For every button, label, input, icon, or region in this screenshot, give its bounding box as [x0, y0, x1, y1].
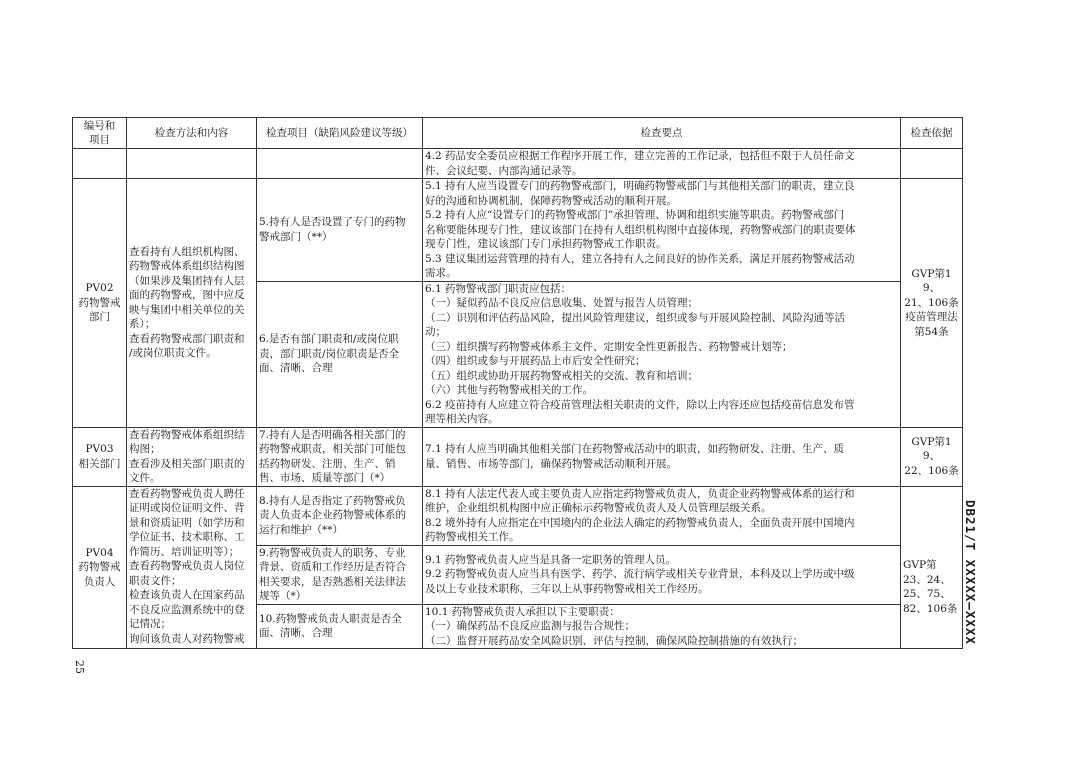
item-cell-7: 7.持有人是否明确各相关部门的 药物警戒职责，相关部门可能包 括药物研发、注册、生产、销 售、市场、质量等部门（*） [257, 427, 423, 486]
points-cell-10: 10.1 药物警戒负责人承担以下主要职责： （一）确保药品不良反应监测与报告合规性； （二）监督开展药品安全风险识别、评估与控制，确保风险控制措施的有效执行； [423, 604, 901, 649]
header-code: 编号和 项目 [73, 118, 127, 149]
basis-cell-pv02: GVP第19、 21、106条 疫苗管理法 第54条 [901, 179, 963, 428]
item-cell-5: 5.持有人是否设置了专门的药物 警戒部门（**） [257, 179, 423, 282]
header-basis: 检查依据 [901, 118, 963, 149]
points-cell: 4.2 药品安全委员应根据工作程序开展工作，建立完善的工作记录，包括但不限于人员任命文 件、会议纪要、内部沟通记录等。 [423, 149, 901, 179]
table-row [73, 149, 963, 179]
table-header-row [73, 118, 963, 149]
method-cell-pv03: 查看药物警戒体系组织结 构图； 查看涉及相关部门职责的 文件。 [127, 427, 257, 486]
item-cell-9: 9.药物警戒负责人的职务、专业 背景、资质和工作经历是否符合 相关要求，是否熟悉相关法律法 规等（*） [257, 545, 423, 604]
code-cell-pv03: PV03 相关部门 [73, 427, 127, 486]
page-number: 25 [73, 660, 86, 674]
header-points: 检查要点 [423, 118, 901, 149]
points-cell-8: 8.1 持有人法定代表人或主要负责人应指定药物警戒负责人，负责企业药物警戒体系的运行和 维护，企业组织机构图中应正确标示药物警戒负责人及人员管理层级关系。 8.2 境外持有人应指定在中国境内的企业法人确定的药物警戒负责人，全面负责开展中国境内 药物警戒相关工作。 [423, 486, 901, 545]
code-cell-pv02: PV02 药物警戒 部门 [73, 179, 127, 428]
points-cell-9: 9.1 药物警戒负责人应当是具备一定职务的管理人员。 9.2 药物警戒负责人应当具有医学、药学、流行病学或相关专业背景，本科及以上学历或中级 及以上专业技术职称，三年以上从事药物警戒相关工作经历。 [423, 545, 901, 604]
item-cell-10: 10.药物警戒负责人职责是否全 面、清晰、合理 [257, 604, 423, 649]
header-item: 检查项目（缺陷风险建议等级） [257, 118, 423, 149]
table-row-pv02-a [73, 179, 963, 282]
basis-cell-pv04: GVP第 23、24、 25、75、 82、106条 [901, 486, 963, 649]
item-cell-6: 6.是否有部门职责和/或岗位职 责，部门职责/岗位职责是否全 面、清晰、合理 [257, 281, 423, 427]
method-cell-pv02: 查看持有人组织机构图、 药物警戒体系组织结构图 （如果涉及集团持有人层 面的药物警戒，图中应反 映与集团中相关单位的关 系）； 查看药物警戒部门职责和 /或岗位职责文件。 [127, 179, 257, 428]
points-cell-7: 7.1 持有人应当明确其他相关部门在药物警戒活动中的职责，如药物研发、注册、生产、质 量、销售、市场等部门，确保药物警戒活动顺利开展。 [423, 427, 901, 486]
code-cell-pv04: PV04 药物警戒 负责人 [73, 486, 127, 649]
table-row-pv03 [73, 427, 963, 486]
table-row-pv04-a [73, 486, 963, 545]
document-code: DB21/T XXXXX—XXXX [963, 500, 978, 645]
header-method: 检查方法和内容 [127, 118, 257, 149]
item-cell-8: 8.持有人是否指定了药物警戒负 责人负责本企业药物警戒体系的 运行和维护（**） [257, 486, 423, 545]
basis-cell-pv03: GVP第19、 22、106条 [901, 427, 963, 486]
method-cell-pv04: 查看药物警戒负责人聘任 证明或岗位证明文件、背 景和资质证明（如学历和 学位证书、技术职称、工 作简历、培训证明等）； 查看药物警戒负责人岗位 职责文件； 检查该负责人在国家药品 不良反应监测系统中的登 记情况； 询问该负责人对药物警戒 [127, 486, 257, 649]
points-cell-6: 6.1 药物警戒部门职责应包括： （一）疑似药品不良反应信息收集、处置与报告人员管理； （二）识别和评估药品风险，提出风险管理建议，组织或参与开展风险控制、风险沟通等活 动； （三）组织撰写药物警戒体系主文件、定期安全性更新报告、药物警戒计划等； （四）组织或参与开展药品上市后安全性研究； （五）组织或协助开展药物警戒相关的交流、教育和培训； （六）其他与药物警戒相关的工作。 6.2 疫苗持有人应建立符合疫苗管理法相关职责的文件，除以上内容还应包括疫苗信息发布管 理等相关内容。 [423, 281, 901, 427]
inspection-table [72, 117, 963, 649]
points-cell-5: 5.1 持有人应当设置专门的药物警戒部门，明确药物警戒部门与其他相关部门的职责，建立良 好的沟通和协调机制，保障药物警戒活动的顺利开展。 5.2 持有人应“设置专门的药物警戒部门”承担管理、协调和组织实施等职责。药物警戒部门 名称要能体现专门性，建议该部门在持有人组织机构图中直接体现，药物警戒部门的职责要体 现专门性，建议该部门专门承担药物警戒工作职责。 5.3 建议集团运营管理的持有人，建立各持有人之间良好的协作关系，满足开展药物警戒活动 需求。 [423, 179, 901, 282]
